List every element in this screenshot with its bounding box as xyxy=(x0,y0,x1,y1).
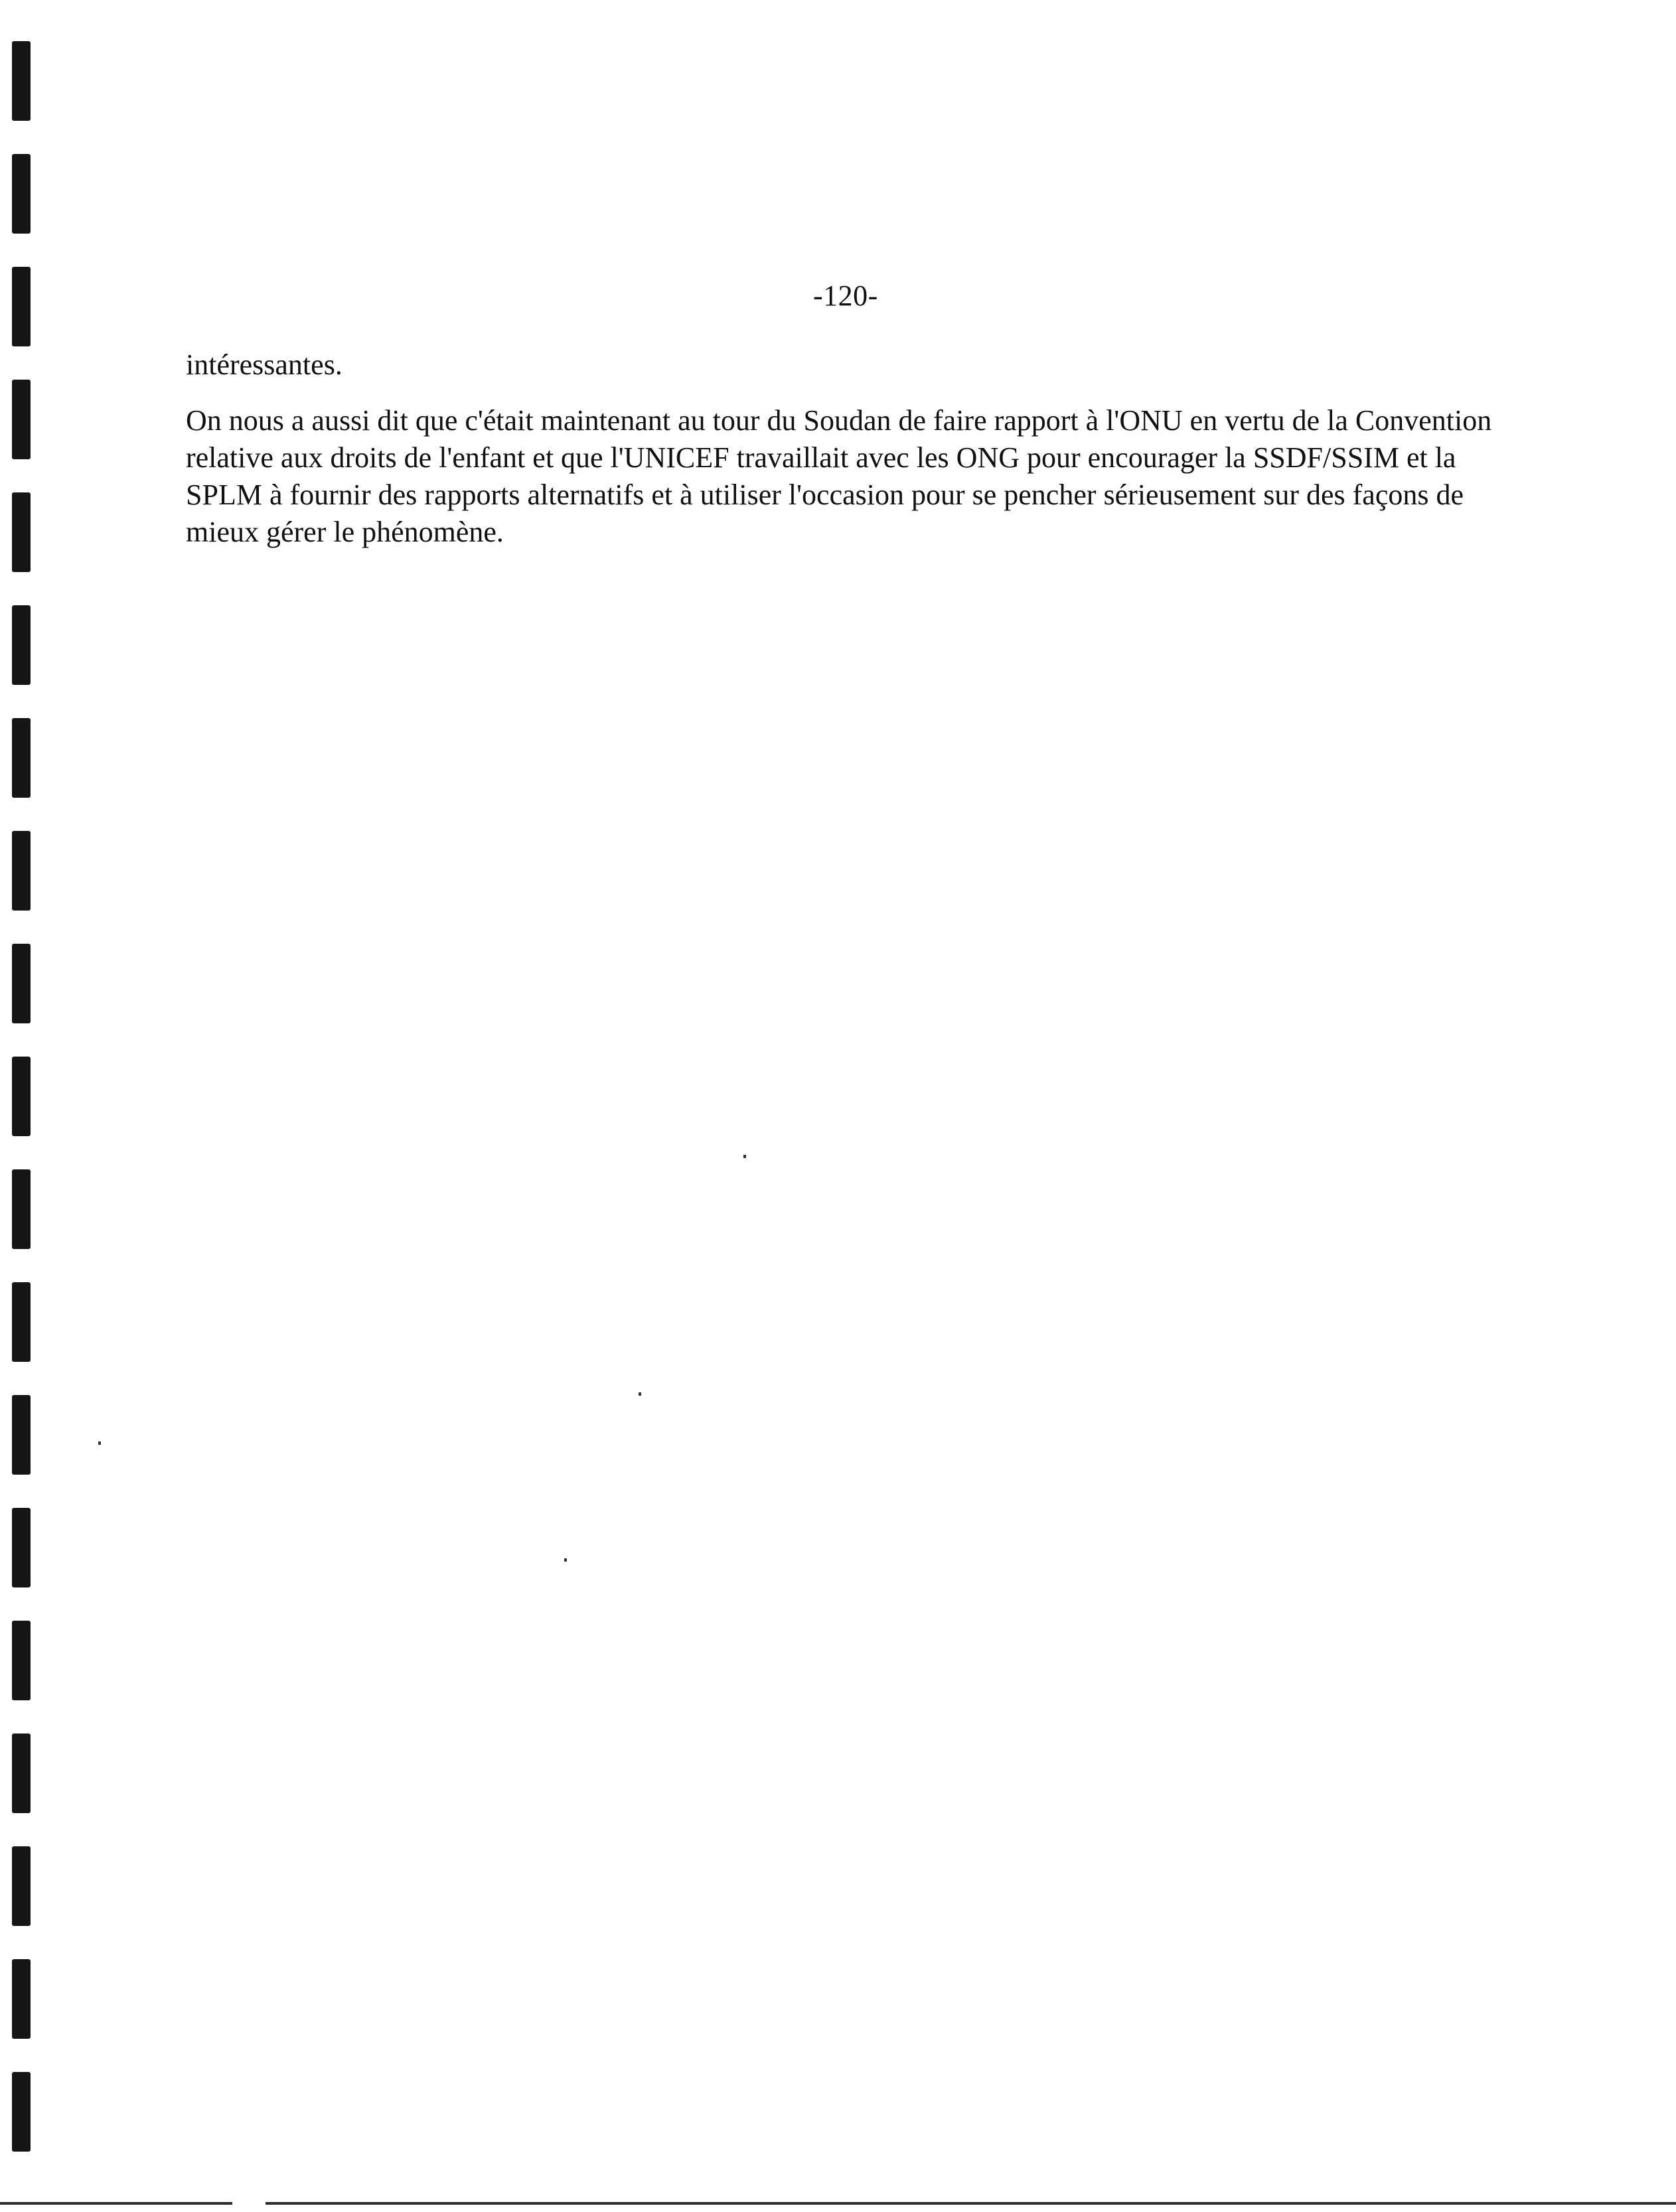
binder-hole xyxy=(12,1169,31,1249)
binder-hole xyxy=(12,1395,31,1475)
binder-hole xyxy=(12,154,31,234)
page-number: -120- xyxy=(813,279,878,312)
binder-hole xyxy=(12,380,31,459)
binder-hole xyxy=(12,1959,31,2039)
scan-speck xyxy=(743,1155,746,1158)
binder-hole xyxy=(12,718,31,798)
bottom-scan-line xyxy=(0,2202,232,2205)
binder-hole xyxy=(12,1282,31,1362)
binder-hole xyxy=(12,944,31,1023)
scan-speck xyxy=(639,1392,641,1396)
binder-hole xyxy=(12,1733,31,1813)
binder-holes xyxy=(12,0,38,2212)
scan-speck xyxy=(564,1558,567,1562)
bottom-scan-line xyxy=(266,2202,1676,2205)
binder-hole xyxy=(12,492,31,572)
continued-text: intéressantes. xyxy=(186,348,343,381)
scan-speck xyxy=(98,1441,101,1445)
binder-hole xyxy=(12,1508,31,1587)
binder-hole xyxy=(12,41,31,121)
binder-hole xyxy=(12,267,31,346)
binder-hole xyxy=(12,1621,31,1700)
binder-hole xyxy=(12,831,31,911)
binder-hole xyxy=(12,605,31,685)
body-paragraph: On nous a aussi dit que c'était maintenant au tour du Soudan de faire rapport à l'ONU en vertu de la Convention relative aux droits de l'enfant et que l'UNICEF travaillait avec les ONG pour encourager la SSDF/SSIM et la SPLM à fournir des rapports alternatifs et à utiliser l'occasion pour se pencher sérieusement sur des façons de mieux gérer le phénomène. xyxy=(186,404,1492,548)
binder-hole xyxy=(12,2072,31,2152)
binder-hole xyxy=(12,1057,31,1136)
binder-hole xyxy=(12,1846,31,1926)
